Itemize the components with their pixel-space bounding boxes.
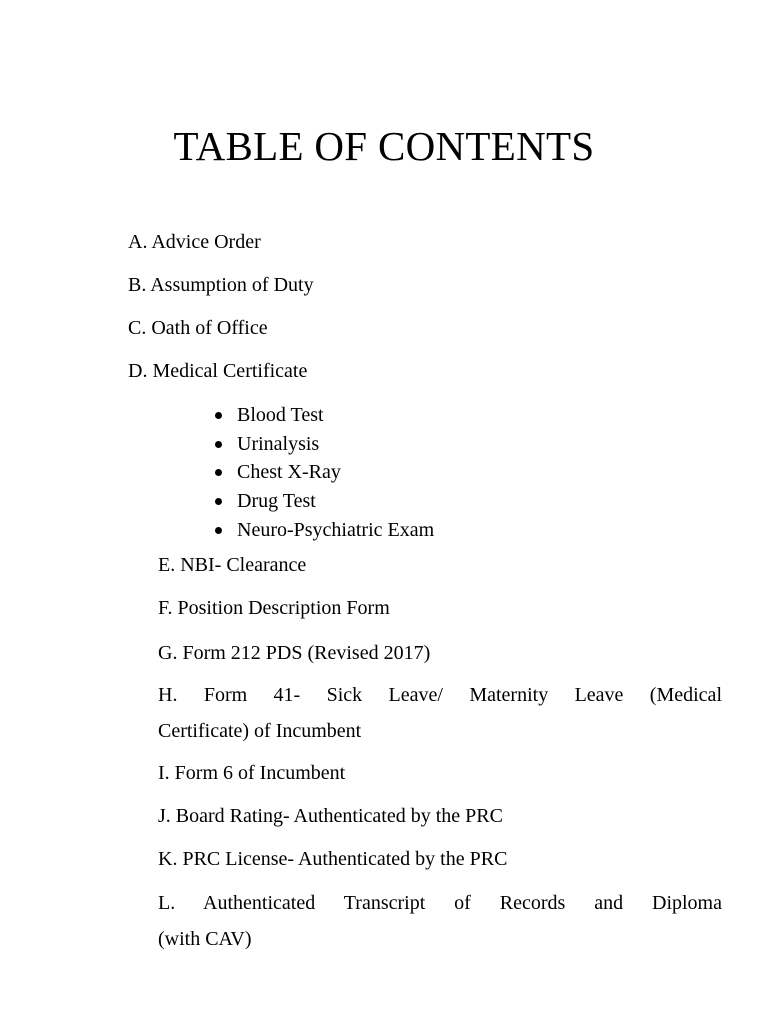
sublist-item-label: Neuro-Psychiatric Exam	[237, 518, 435, 541]
sublist-item	[215, 516, 434, 545]
toc-item-d: D. Medical Certificate	[128, 360, 308, 382]
toc-item-f: F. Position Description Form	[158, 597, 390, 619]
bullet-icon	[215, 469, 222, 476]
toc-item-h-line2: Certificate) of Incumbent	[158, 720, 362, 742]
bullet-icon	[215, 412, 222, 419]
bullet-icon	[215, 498, 222, 505]
sublist-item	[215, 401, 434, 430]
toc-item-k: K. PRC License- Authenticated by the PRC	[158, 848, 508, 870]
toc-item-g: G. Form 212 PDS (Revised 2017)	[158, 642, 431, 664]
toc-item-h-line1: H. Form 41- Sick Leave/ Maternity Leave (Medical	[158, 684, 722, 706]
toc-item-i: I. Form 6 of Incumbent	[158, 762, 346, 784]
medical-certificate-sublist	[215, 401, 434, 545]
toc-item-h	[158, 677, 722, 749]
sublist-item-label: Drug Test	[237, 490, 316, 513]
page-title: TABLE OF CONTENTS	[173, 123, 595, 169]
toc-item-c: C. Oath of Office	[128, 317, 268, 339]
toc-item-l-line1: L. Authenticated Transcript of Records and Diploma	[158, 892, 722, 914]
toc-item-l-line2: (with CAV)	[158, 928, 252, 950]
sublist-item-label: Urinalysis	[237, 432, 320, 455]
toc-item-l	[158, 885, 722, 957]
toc-item-e: E. NBI- Clearance	[158, 554, 307, 576]
sublist-item-label: Chest X-Ray	[237, 461, 341, 484]
sublist-item	[215, 458, 434, 487]
toc-item-a: A. Advice Order	[128, 231, 261, 253]
sublist-item-label: Blood Test	[237, 404, 324, 426]
sublist-item	[215, 487, 434, 516]
bullet-icon	[215, 441, 222, 448]
toc-item-b: B. Assumption of Duty	[128, 274, 314, 296]
toc-item-j: J. Board Rating- Authenticated by the PRC	[158, 805, 503, 827]
bullet-icon	[215, 527, 222, 534]
sublist-item	[215, 430, 434, 459]
